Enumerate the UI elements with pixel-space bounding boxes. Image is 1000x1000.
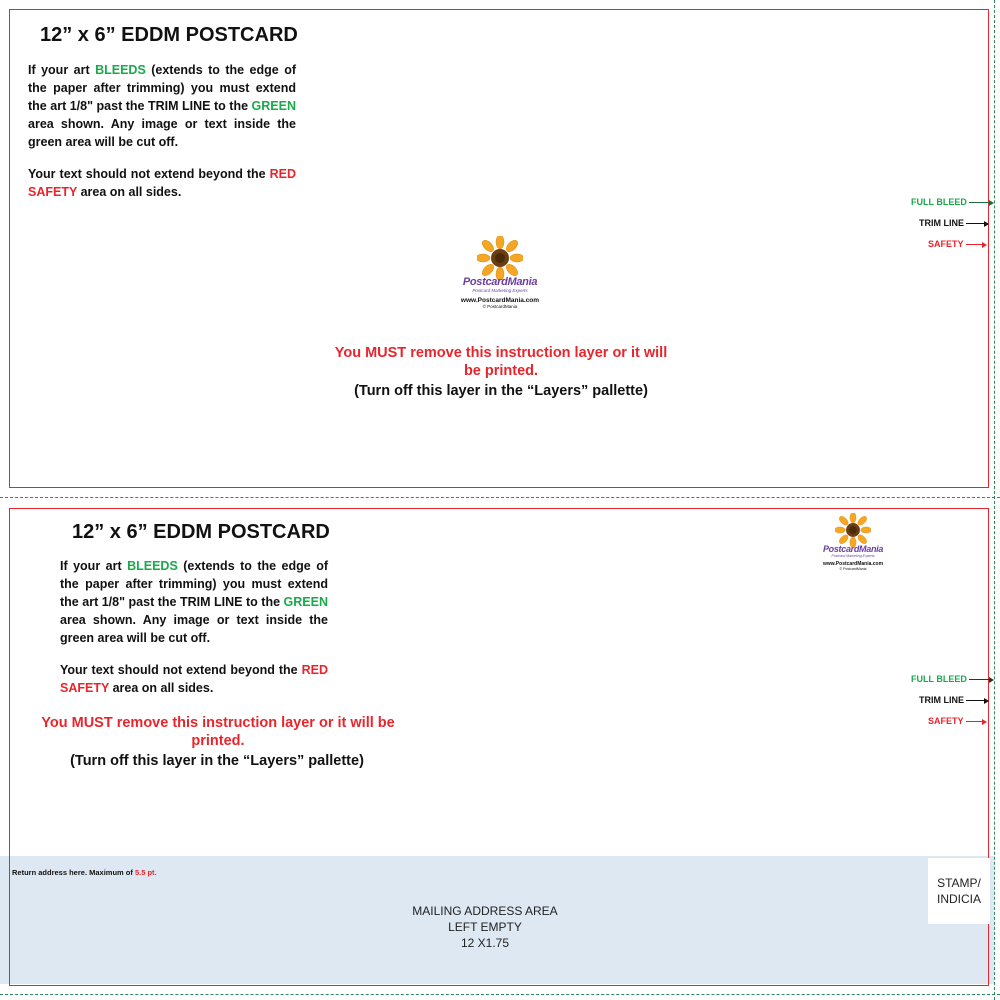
marker-line bbox=[966, 223, 984, 224]
marker-label: FULL BLEED bbox=[911, 197, 967, 207]
red-safety-highlight: RED SAFETY bbox=[60, 663, 328, 695]
full-bleed-marker-top bbox=[911, 197, 994, 207]
page-title-top: 12” x 6” EDDM POSTCARD bbox=[40, 24, 298, 46]
green-highlight: GREEN bbox=[251, 99, 296, 113]
bleeds-highlight: BLEEDS bbox=[127, 559, 178, 573]
bleed-instructions-top bbox=[28, 61, 296, 151]
arrow-icon bbox=[989, 200, 994, 206]
sunflower-icon bbox=[835, 513, 871, 547]
postcardmania-logo-top bbox=[440, 236, 560, 309]
stamp-indicia-box bbox=[928, 858, 990, 924]
arrow-icon bbox=[982, 719, 987, 725]
marker-label: SAFETY bbox=[928, 239, 964, 249]
trim-line-bottom bbox=[0, 994, 1000, 995]
marker-line bbox=[969, 202, 989, 203]
text-segment: area on all sides. bbox=[77, 185, 182, 199]
turn-off-layer-note-bottom: (Turn off this layer in the “Layers” pallette) bbox=[70, 753, 364, 769]
text-segment: area shown. Any image or text inside the green area will be cut off. bbox=[60, 613, 328, 645]
return-address-size: 5.5 pt. bbox=[134, 868, 157, 877]
page-title-bottom: 12” x 6” EDDM POSTCARD bbox=[72, 521, 330, 543]
text-segment: area shown. Any image or text inside the green area will be cut off. bbox=[28, 117, 296, 149]
marker-line bbox=[966, 700, 984, 701]
marker-line bbox=[969, 679, 989, 680]
return-address-note bbox=[12, 868, 157, 877]
trim-line-middle bbox=[0, 497, 1000, 498]
text-segment: Return address here. Maximum of bbox=[12, 868, 135, 877]
mailing-line-1: MAILING ADDRESS AREA bbox=[412, 904, 558, 918]
safety-marker-bottom bbox=[928, 716, 987, 726]
bleeds-highlight: BLEEDS bbox=[95, 63, 146, 77]
mailing-line-3: 12 X1.75 bbox=[460, 936, 510, 950]
marker-label: FULL BLEED bbox=[911, 674, 967, 684]
arrow-icon bbox=[984, 221, 989, 227]
mailing-line-2: LEFT EMPTY bbox=[448, 920, 522, 934]
text-segment: area on all sides. bbox=[109, 681, 214, 695]
safety-instructions-top bbox=[28, 165, 296, 201]
text-segment: (extends to the edge of the paper after trimming) you must extend the art 1/8" past the TRIM LINE to the bbox=[60, 559, 328, 609]
logo-brand: PostcardMania bbox=[462, 276, 538, 288]
stamp-line-2: INDICIA bbox=[936, 892, 981, 906]
text-segment: If your art bbox=[60, 559, 128, 573]
text-segment: Your text should not extend beyond the bbox=[28, 167, 270, 181]
arrow-icon bbox=[989, 677, 994, 683]
logo-copyright: © PostcardMania bbox=[839, 567, 867, 571]
logo-copyright: © PostcardMania bbox=[482, 304, 518, 309]
remove-layer-warning-bottom: You MUST remove this instruction layer or it will be printed. bbox=[41, 715, 395, 749]
trim-line-right bbox=[994, 0, 995, 1000]
logo-url: www.PostcardMania.com bbox=[460, 297, 540, 304]
trim-line-marker-bottom bbox=[919, 695, 989, 705]
text-segment: (extends to the edge of the paper after trimming) you must extend the art 1/8" past the TRIM LINE to the bbox=[28, 63, 296, 113]
marker-label: TRIM LINE bbox=[919, 695, 964, 705]
logo-brand: PostcardMania bbox=[822, 544, 884, 554]
red-safety-highlight: RED SAFETY bbox=[28, 167, 296, 199]
marker-line bbox=[966, 244, 982, 245]
marker-label: SAFETY bbox=[928, 716, 964, 726]
logo-tagline: Postcard Marketing Experts bbox=[831, 554, 875, 558]
logo-url: www.PostcardMania.com bbox=[822, 561, 884, 567]
arrow-icon bbox=[984, 698, 989, 704]
mailing-address-label bbox=[385, 903, 585, 951]
bleed-instructions-bottom bbox=[60, 557, 328, 647]
postcardmania-logo-bottom bbox=[808, 513, 898, 571]
safety-instructions-bottom bbox=[60, 661, 328, 697]
marker-label: TRIM LINE bbox=[919, 218, 964, 228]
logo-tagline: Postcard Marketing Experts bbox=[472, 288, 528, 293]
safety-marker-top bbox=[928, 239, 987, 249]
stamp-line-1: STAMP/ bbox=[937, 876, 981, 890]
green-highlight: GREEN bbox=[283, 595, 328, 609]
remove-layer-warning-top: You MUST remove this instruction layer or it will be printed. bbox=[334, 345, 668, 379]
text-segment: Your text should not extend beyond the bbox=[60, 663, 302, 677]
sunflower-icon bbox=[477, 236, 523, 280]
trim-line-marker-top bbox=[919, 218, 989, 228]
text-segment: If your art bbox=[28, 63, 96, 77]
turn-off-layer-note-top: (Turn off this layer in the “Layers” pallette) bbox=[354, 383, 648, 399]
arrow-icon bbox=[982, 242, 987, 248]
marker-line bbox=[966, 721, 982, 722]
full-bleed-marker-bottom bbox=[911, 674, 994, 684]
